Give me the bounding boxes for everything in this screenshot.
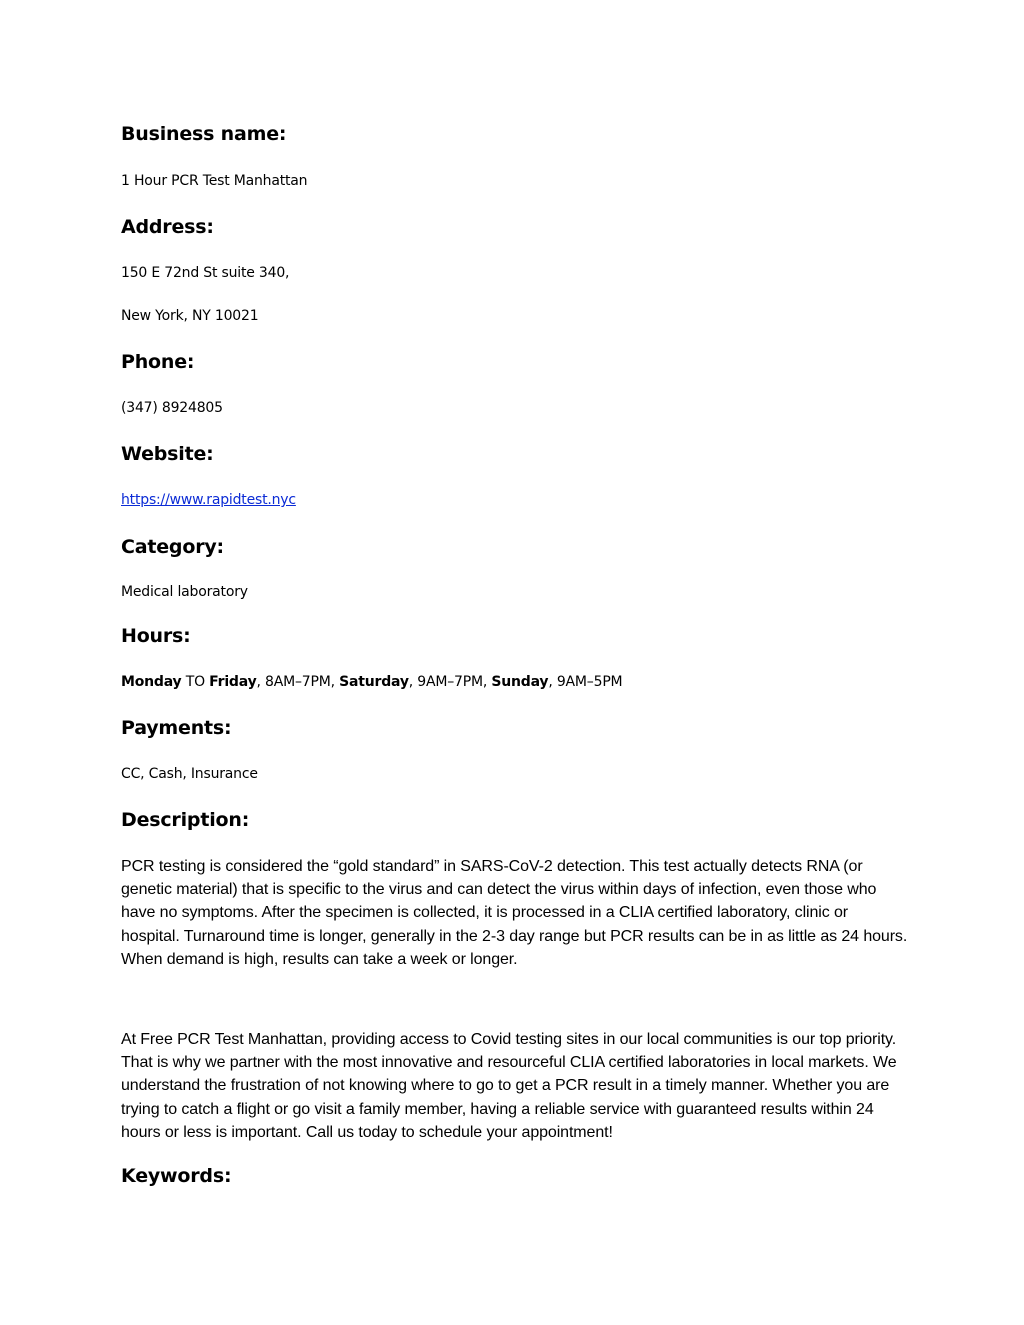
hours-heading: Hours: <box>121 625 191 647</box>
hours-weekday-time: , 8AM–7PM, <box>256 674 340 690</box>
payments-value: CC, Cash, Insurance <box>121 766 258 782</box>
business-name-value: 1 Hour PCR Test Manhattan <box>121 173 308 189</box>
phone-value: (347) 8924805 <box>121 400 223 416</box>
business-name-heading: Business name: <box>121 123 287 145</box>
category-heading: Category: <box>121 536 224 558</box>
phone-heading: Phone: <box>121 351 195 373</box>
hours-sunday-time: , 9AM–5PM <box>548 674 623 690</box>
address-heading: Address: <box>121 216 214 238</box>
payments-heading: Payments: <box>121 717 232 739</box>
category-value: Medical laboratory <box>121 584 248 600</box>
keywords-heading: Keywords: <box>121 1165 232 1187</box>
description-paragraph-1: PCR testing is considered the “gold standard” in SARS-CoV-2 detection. This test actually detects RNA (or genetic material) that is specific to the virus and can detect the virus within days of infection, even those who have no symptoms. After the specimen is collected, it is processed in a CLIA certified laboratory, clinic or hospital. Turnaround time is longer, generally in the 2-3 day range but PCR results can be in as little as 24 hours. When demand is high, results can take a week or longer. <box>121 858 908 968</box>
address-line-2: New York, NY 10021 <box>121 308 259 324</box>
description-heading: Description: <box>121 809 250 831</box>
address-line-1: 150 E 72nd St suite 340, <box>121 265 290 281</box>
hours-day-sunday: Sunday <box>491 674 549 690</box>
description-paragraph-2: At Free PCR Test Manhattan, providing access to Covid testing sites in our local communities is our top priority. That is why we partner with the most innovative and resourceful CLIA certified laboratories in local markets. We understand the frustration of not knowing where to go to get a PCR result in a timely manner. Whether you are trying to catch a flight or go visit a family member, having a reliable service with guaranteed results within 24 hours or less is important. Call us today to schedule your appointment! <box>121 1031 897 1141</box>
hours-saturday-time: , 9AM–7PM, <box>408 674 492 690</box>
hours-day-monday: Monday <box>121 674 182 690</box>
hours-day-saturday: Saturday <box>339 674 409 690</box>
website-link[interactable]: https://www.rapidtest.nyc <box>121 492 296 508</box>
hours-to: TO <box>181 674 210 690</box>
hours-day-friday: Friday <box>209 674 257 690</box>
website-heading: Website: <box>121 443 214 465</box>
hours-value <box>121 672 622 692</box>
